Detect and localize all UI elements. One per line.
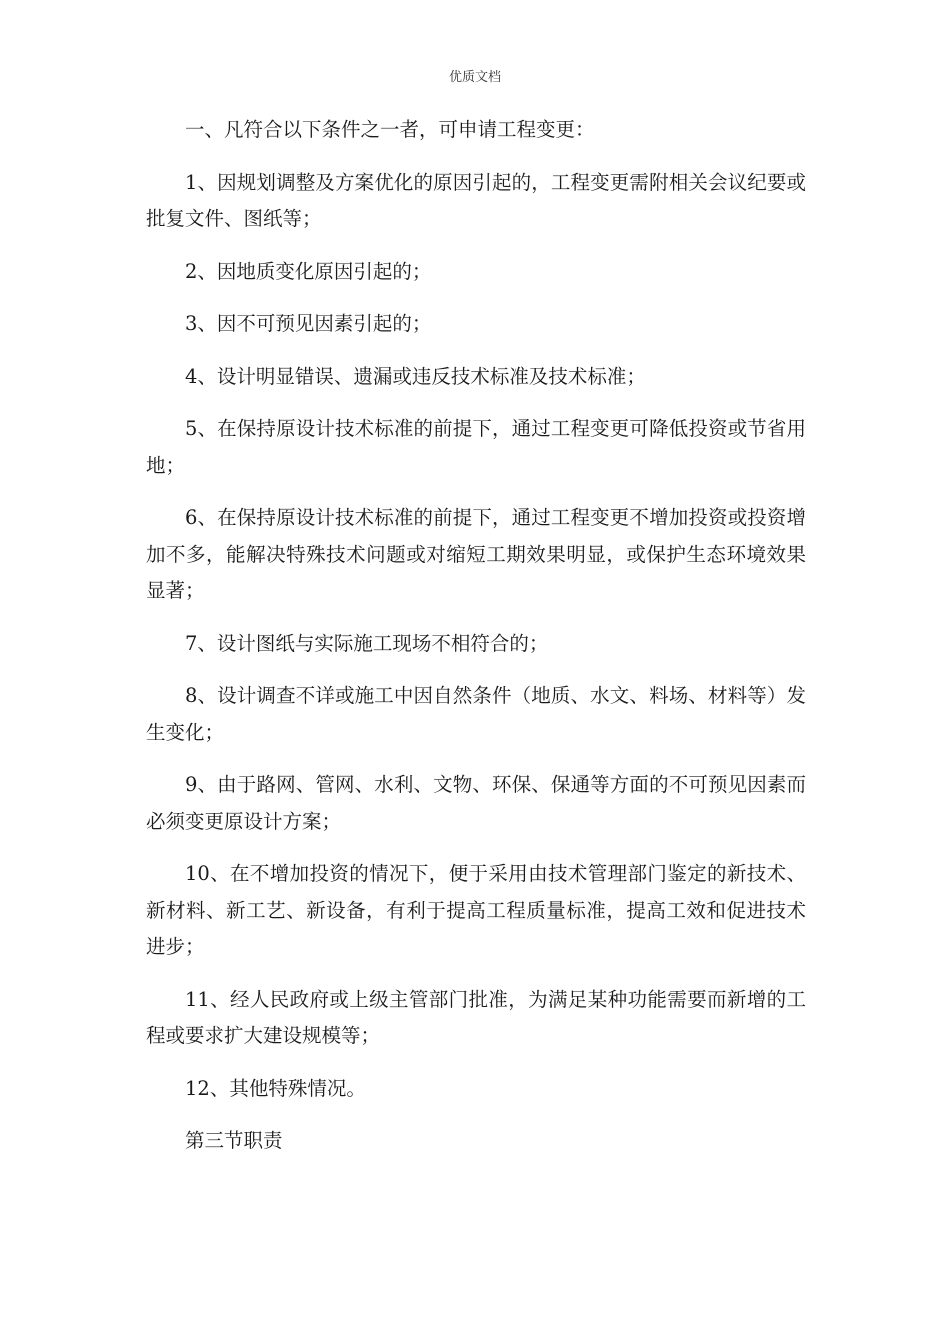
- paragraph-section-intro: 一、凡符合以下条件之一者，可申请工程变更：: [185, 118, 595, 141]
- paragraph-item-11: 11、经人民政府或上级主管部门批准，为满足某种功能需要而新增的工程或要求扩大建设规模等；: [146, 987, 806, 1047]
- paragraph-item-10: 10、在不增加投资的情况下，便于采用由技术管理部门鉴定的新技术、新材料、新工艺、新设备，有利于提高工程质量标准，提高工效和促进技术进步；: [146, 862, 806, 958]
- paragraph-item-1: 1、因规划调整及方案优化的原因引起的，工程变更需附相关会议纪要或批复文件、图纸等；: [146, 170, 806, 230]
- paragraph-item-8: 8、设计调查不详或施工中因自然条件（地质、水文、料场、材料等）发生变化；: [146, 684, 806, 744]
- paragraph-item-5: 5、在保持原设计技术标准的前提下，通过工程变更可降低投资或节省用地；: [146, 417, 806, 477]
- section-heading: 第三节职责: [185, 1129, 283, 1152]
- paragraph-item-6: 6、在保持原设计技术标准的前提下，通过工程变更不增加投资或投资增加不多，能解决特殊技术问题或对缩短工期效果明显，或保护生态环境效果显著；: [146, 506, 806, 602]
- paragraph-item-12: 12、其他特殊情况。: [185, 1076, 366, 1100]
- page-header: 优质文档: [448, 70, 501, 85]
- paragraph-item-4: 4、设计明显错误、遗漏或违反技术标准及技术标准；: [185, 364, 646, 388]
- document-body: [146, 112, 806, 1176]
- paragraph-item-7: 7、设计图纸与实际施工现场不相符合的；: [185, 631, 549, 655]
- paragraph-item-3: 3、因不可预见因素引起的；: [185, 312, 432, 335]
- paragraph-item-9: 9、由于路网、管网、水利、文物、环保、保通等方面的不可预见因素而必须变更原设计方案；: [146, 773, 806, 833]
- paragraph-item-2: 2、因地质变化原因引起的；: [185, 259, 432, 283]
